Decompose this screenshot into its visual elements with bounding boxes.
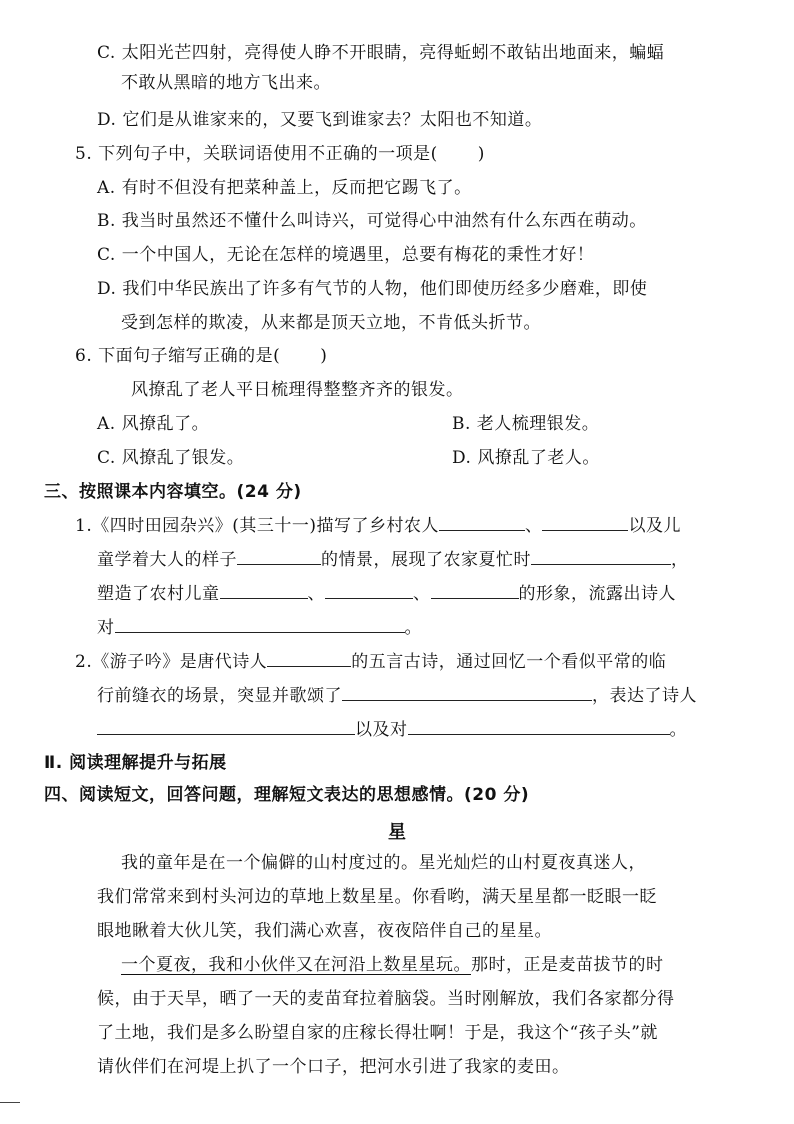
fill-2-text-e: 以及对 xyxy=(355,720,408,740)
fill-1-text-d: 童学着大人的样子 xyxy=(97,550,237,570)
q5-option-d-line2: 受到怎样的欺凌，从来都是顶天立地，不肯低头折节。 xyxy=(121,313,541,333)
fill-1-text-a: 1.《四时田园杂兴》(其三十一)描写了乡村农人 xyxy=(75,516,439,536)
option-d: D. 它们是从谁家来的，又要飞到谁家去？太阳也不知道。 xyxy=(97,110,543,130)
part-2-heading: Ⅱ. 阅读理解提升与拓展 xyxy=(44,753,227,773)
fill-1-line4 xyxy=(97,616,422,639)
q5-option-c: C. 一个中国人，无论在怎样的境遇里，总要有梅花的秉性才好！ xyxy=(97,245,595,265)
fill-1-text-h: 、 xyxy=(307,584,325,604)
fill-1-text-k: 对 xyxy=(97,618,115,638)
q5-option-a: A. 有时不但没有把菜种盖上，反而把它踢飞了。 xyxy=(97,178,472,198)
blank-field[interactable] xyxy=(542,514,628,531)
para-2-line3: 了土地，我们是多么盼望自家的庄稼长得壮啊！于是，我这个“孩子头”就 xyxy=(97,1023,658,1043)
para-2-line1 xyxy=(121,954,664,976)
q6-option-d: D. 风撩乱了老人。 xyxy=(452,448,600,468)
fill-1-text-l: 。 xyxy=(404,618,422,638)
blank-field[interactable] xyxy=(408,718,670,735)
paren-close: ) xyxy=(320,346,328,366)
fill-1-text-c: 以及儿 xyxy=(628,516,681,536)
q5-option-d-line1: D. 我们中华民族出了许多有气节的人物，他们即使历经多少磨难，即使 xyxy=(97,279,648,299)
underlined-sentence: 一个夏夜，我和小伙伴又在河沿上数星星玩。 xyxy=(121,955,471,975)
fill-1-text-f: ， xyxy=(671,550,689,570)
question-6 xyxy=(75,345,327,367)
blank-field[interactable] xyxy=(267,650,351,667)
blank-field[interactable] xyxy=(531,548,671,565)
q6-option-c: C. 风撩乱了银发。 xyxy=(97,448,245,468)
fill-1-text-e: 的情景，展现了农家夏忙时 xyxy=(321,550,531,570)
fill-1-line3 xyxy=(97,582,676,605)
page-corner-rule xyxy=(0,1102,20,1103)
para-1-line3: 眼地瞅着大伙儿笑，我们满心欢喜，夜夜陪伴自己的星星。 xyxy=(97,921,552,941)
section-4-heading: 四、阅读短文，回答问题，理解短文表达的思想感情。(20 分) xyxy=(44,785,530,805)
blank-field[interactable] xyxy=(115,616,405,633)
fill-2-text-b: 的五言古诗，通过回忆一个看似平常的临 xyxy=(351,652,667,672)
q6-sentence: 风撩乱了老人平日梳理得整整齐齐的银发。 xyxy=(131,380,464,400)
fill-2-line2 xyxy=(97,684,697,707)
paren-close: ) xyxy=(477,144,485,164)
blank-field[interactable] xyxy=(342,684,592,701)
question-5-text: 5. 下列句子中，关联词语使用不正确的一项是( xyxy=(75,144,438,164)
blank-field[interactable] xyxy=(439,514,525,531)
para-2-line2: 候，由于天旱，晒了一天的麦苗耷拉着脑袋。当时刚解放，我们各家都分得 xyxy=(97,989,675,1009)
fill-1-text-g: 塑造了农村儿童 xyxy=(97,584,220,604)
question-5 xyxy=(75,143,485,165)
para-1-line1: 我的童年是在一个偏僻的山村度过的。星光灿烂的山村夏夜真迷人， xyxy=(121,853,646,873)
blank-field[interactable] xyxy=(237,548,321,565)
fill-1-text-j: 的形象，流露出诗人 xyxy=(518,584,676,604)
article-title: 星 xyxy=(388,822,406,843)
fill-2-text-d: ，表达了诗人 xyxy=(592,686,697,706)
fill-2-text-f: 。 xyxy=(669,720,687,740)
blank-field[interactable] xyxy=(97,718,355,735)
blank-field[interactable] xyxy=(431,582,519,599)
fill-2-line3 xyxy=(97,718,687,741)
option-c-line2: 不敢从黑暗的地方飞出来。 xyxy=(121,73,331,93)
para-1-line2: 我们常常来到村头河边的草地上数星星。你看哟，满天星星都一眨眼一眨 xyxy=(97,887,657,907)
blank-field[interactable] xyxy=(220,582,308,599)
section-3-heading: 三、按照课本内容填空。(24 分) xyxy=(44,482,302,502)
para-2-line1-rest: 那时，正是麦苗拔节的时 xyxy=(471,955,664,975)
fill-1-text-b: 、 xyxy=(524,516,543,536)
fill-1-text-i: 、 xyxy=(413,584,431,604)
fill-2-text-a: 2.《游子吟》是唐代诗人 xyxy=(75,652,268,672)
option-c-line1: C. 太阳光芒四射，亮得使人睁不开眼睛，亮得蚯蚓不敢钻出地面来，蝙蝠 xyxy=(97,43,665,63)
q6-option-b: B. 老人梳理银发。 xyxy=(452,414,600,434)
fill-1-line2 xyxy=(97,548,689,571)
para-2-line4: 请伙伴们在河堤上扒了一个口子，把河水引进了我家的麦田。 xyxy=(97,1057,570,1077)
fill-1-line1 xyxy=(75,514,681,537)
q6-option-a: A. 风撩乱了。 xyxy=(97,414,210,434)
fill-2-line1 xyxy=(75,650,666,673)
fill-2-text-c: 行前缝衣的场景，突显并歌颂了 xyxy=(97,686,342,706)
blank-field[interactable] xyxy=(325,582,413,599)
q5-option-b: B. 我当时虽然还不懂什么叫诗兴，可觉得心中油然有什么东西在萌动。 xyxy=(97,211,647,231)
question-6-text: 6. 下面句子缩写正确的是( xyxy=(75,346,281,366)
